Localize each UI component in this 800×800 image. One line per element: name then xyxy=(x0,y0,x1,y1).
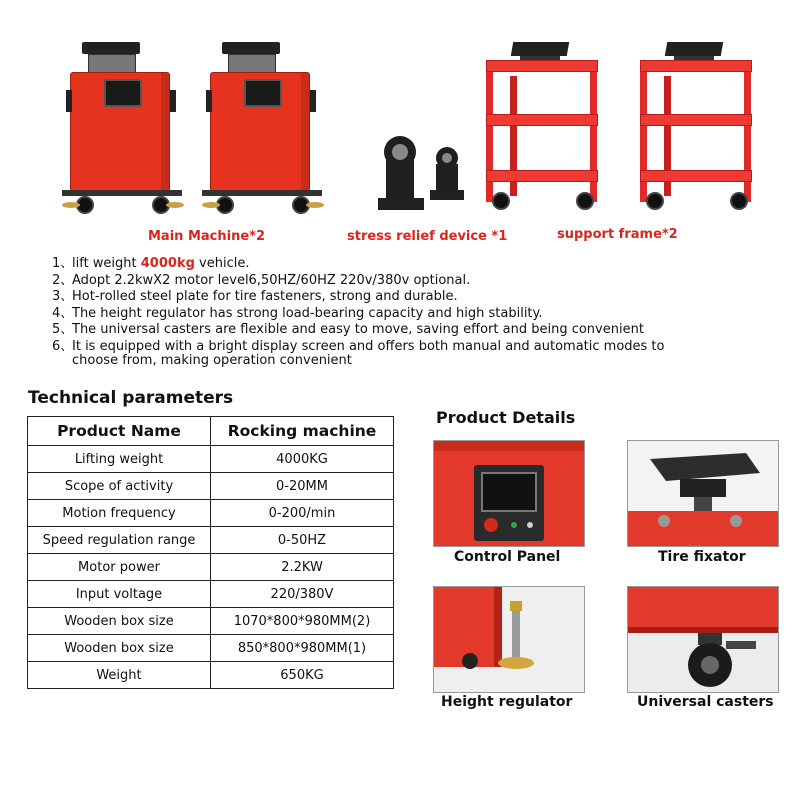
table-row xyxy=(28,527,394,554)
param-value: 650KG xyxy=(211,662,394,689)
stress-relief-device-image xyxy=(372,130,472,215)
param-value: 4000KG xyxy=(211,446,394,473)
param-name: Input voltage xyxy=(28,581,211,608)
universal-casters-image xyxy=(627,586,779,693)
feature-item-1 xyxy=(52,257,249,270)
param-name: Speed regulation range xyxy=(28,527,211,554)
param-value: 2.2KW xyxy=(211,554,394,581)
param-value: 0-20MM xyxy=(211,473,394,500)
product-details-title: Product Details xyxy=(436,408,576,427)
feature-number: 3、 xyxy=(52,289,74,304)
feature-number: 5、 xyxy=(52,322,74,337)
feature-text: The height regulator has strong load-bearing capacity and high stability. xyxy=(72,306,543,321)
param-name: Weight xyxy=(28,662,211,689)
support-frame-right-image xyxy=(636,42,756,217)
feature-item-3 xyxy=(52,290,458,303)
table-header-row xyxy=(28,417,394,446)
feature-text: vehicle. xyxy=(194,256,250,271)
main-machine-caption: Main Machine*2 xyxy=(148,229,265,244)
feature-item-6-continued: choose from, making operation convenient xyxy=(72,353,352,368)
table-row xyxy=(28,554,394,581)
param-value: 220/380V xyxy=(211,581,394,608)
feature-text: It is equipped with a bright display screen and offers both manual and automatic modes to xyxy=(72,339,665,354)
tire-fixator-caption: Tire fixator xyxy=(658,549,746,565)
param-name: Wooden box size xyxy=(28,635,211,662)
main-machine-right-image xyxy=(202,42,322,212)
table-row xyxy=(28,635,394,662)
feature-number: 2、 xyxy=(52,273,74,288)
table-row xyxy=(28,500,394,527)
feature-item-4 xyxy=(52,307,543,320)
param-name: Motion frequency xyxy=(28,500,211,527)
main-machine-left-image xyxy=(62,42,182,212)
param-name: Wooden box size xyxy=(28,608,211,635)
feature-item-6 xyxy=(52,340,664,353)
support-frame-caption: support frame*2 xyxy=(557,227,678,242)
support-frame-left-image xyxy=(482,42,602,217)
feature-text: Adopt 2.2kwX2 motor level6,50HZ/60HZ 220v/380v optional. xyxy=(72,273,471,288)
table-row xyxy=(28,446,394,473)
feature-text: Hot-rolled steel plate for tire fasteners, strong and durable. xyxy=(72,289,458,304)
table-header-cell: Rocking machine xyxy=(211,417,394,446)
feature-text: The universal casters are flexible and easy to move, saving effort and being convenient xyxy=(72,322,644,337)
table-row xyxy=(28,608,394,635)
feature-item-2 xyxy=(52,274,470,287)
feature-item-5 xyxy=(52,323,644,336)
param-value: 0-200/min xyxy=(211,500,394,527)
control-panel-image xyxy=(433,440,585,547)
table-header-cell: Product Name xyxy=(28,417,211,446)
feature-highlight: 4000kg xyxy=(140,256,195,271)
stress-relief-caption: stress relief device *1 xyxy=(347,229,508,244)
table-row xyxy=(28,581,394,608)
table-row xyxy=(28,662,394,689)
param-name: Motor power xyxy=(28,554,211,581)
feature-text: lift weight xyxy=(72,256,141,271)
param-value: 1070*800*980MM(2) xyxy=(211,608,394,635)
feature-number: 6、 xyxy=(52,339,74,354)
universal-casters-caption: Universal casters xyxy=(637,694,774,710)
height-regulator-image xyxy=(433,586,585,693)
height-regulator-caption: Height regulator xyxy=(441,694,573,710)
param-name: Lifting weight xyxy=(28,446,211,473)
control-panel-caption: Control Panel xyxy=(454,549,561,565)
technical-parameters-table xyxy=(27,416,394,689)
table-row xyxy=(28,473,394,500)
feature-number: 1、 xyxy=(52,256,74,271)
param-name: Scope of activity xyxy=(28,473,211,500)
tire-fixator-image xyxy=(627,440,779,547)
param-value: 850*800*980MM(1) xyxy=(211,635,394,662)
param-value: 0-50HZ xyxy=(211,527,394,554)
technical-parameters-title: Technical parameters xyxy=(28,388,234,408)
feature-number: 4、 xyxy=(52,306,74,321)
